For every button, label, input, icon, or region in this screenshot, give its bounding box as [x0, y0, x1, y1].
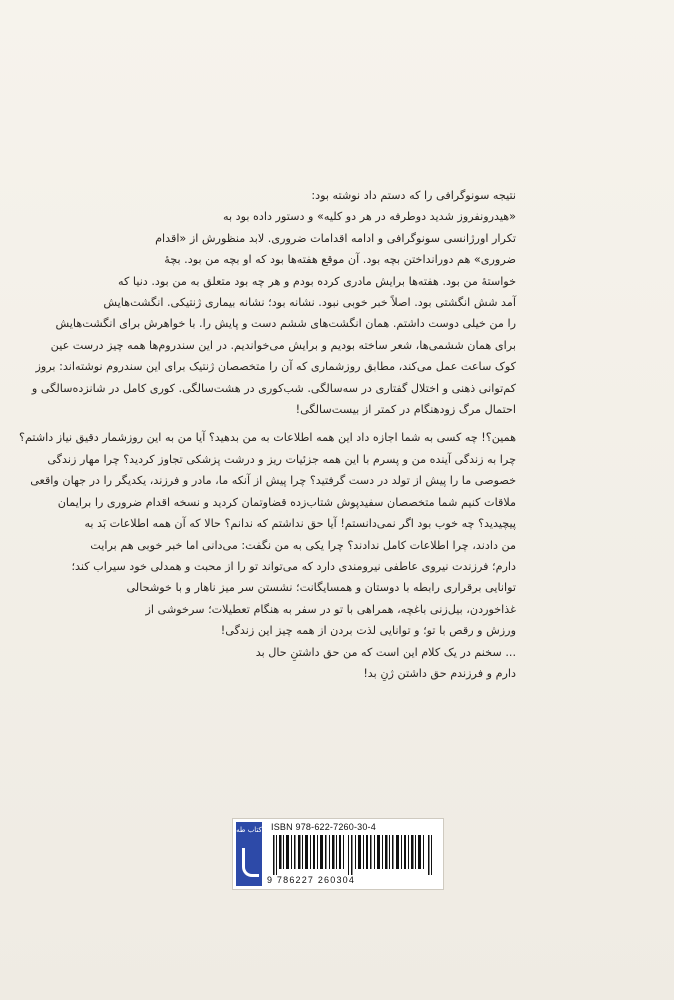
text-line: تکرار اورژانسی سونوگرافی و ادامه اقدامات ضروری. لابد منظورش از «اقدام — [155, 231, 516, 245]
text-line: غذاخوردن، بیل‌زنی باغچه، همراهی با تو در سفر به هنگام تعطیلات؛ سرخوشی از — [145, 602, 516, 616]
text-line: دارم؛ فرزندت نیروی عاطفی نیرومندی دارد که می‌تواند تو را از محبت و همدلی خود سیراب کند؛ — [71, 559, 516, 573]
barcode-icon — [273, 835, 435, 875]
text-line: نتیجه سونوگرافی را که دستم داد نوشته بود: — [311, 189, 516, 202]
text-line: خواستهٔ من بود. هفته‌ها برایش مادری کرده بودم و هر چه بود متعلق به من بود. دنیا که — [118, 274, 516, 288]
text-line: من دادند، چرا اطلاعات کامل ندادند؟ چرا یکی به من نگفت: می‌دانی اما خبر خوبی هم برایت — [90, 538, 516, 552]
paragraph-1 — [31, 185, 516, 420]
barcode-bars — [273, 835, 432, 875]
text-line: را من خیلی دوست داشتم. همان انگشت‌های ششم دست و پایش را. با خواهرش برای انگشت‌هایش — [55, 317, 516, 331]
barcode-number: 9 786227 260304 — [267, 875, 356, 885]
text-line: ورزش و رقص با تو؛ و توانایی لذت بردن از همه چیز این زندگی! — [220, 624, 516, 638]
text-line: توانایی برقراری رابطه با دوستان و همسایگانت؛ نشستن سر میز ناهار و با خوشحالی — [126, 581, 516, 595]
text-line: «هیدرونفروز شدید دوطرفه در هر دو کلیه» و دستور داده بود به — [222, 210, 516, 224]
text-line: ... سخنم در یک کلام این است که من حق داشتنِ حال بد — [255, 645, 516, 659]
publisher-logo-icon — [242, 848, 259, 877]
isbn-label: ISBN 978-622-7260-30-4 — [271, 822, 376, 832]
text-line: برای همان ششمی‌ها، شعر ساخته بودیم و برایش می‌خواندیم. در این سندروم‌ها همه چیز درست عین — [50, 338, 516, 352]
paragraph-2 — [19, 427, 516, 684]
text-line: خصوصی ما را پیش از تولد در دست گرفتید؟ چرا پیش از آنکه ما، مادر و فرزند، یکدیگر را در جهان واقعی — [30, 474, 516, 488]
text-line: همین؟! چه کسی به شما اجازه داد این همه اطلاعات به من بدهید؟ آیا من به این روزشمار دقیق نیاز داشتم؟ — [19, 431, 516, 445]
barcode-box — [232, 818, 444, 890]
text-line: آمد شش انگشتی بود. اصلاً خبر خوبی نبود. نشانه بود؛ نشانه بیماری ژنتیکی. انگشت‌هایش — [103, 296, 516, 310]
back-cover-text — [19, 185, 516, 691]
text-line: کوک ساعت عمل می‌کند، مطابق روزشماری که آن را متخصصان ژنتیک برای این سندروم نوشته‌اند: بروز — [35, 360, 516, 374]
text-line: کم‌توانی ذهنی و اختلال گفتاری در سه‌سالگی. شب‌کوری در هشت‌سالگی. کوری کامل در شانزده‌سالگی و — [31, 381, 516, 395]
publisher-logo-text: کتاب طه — [236, 826, 262, 834]
text-line: احتمال مرگ زودهنگام در کمتر از بیست‌سالگی! — [295, 403, 516, 417]
text-line: ضروری» هم دورانداختن بچه بود. آن موقع هفته‌ها بود که او بچه من بود. بچهٔ — [164, 253, 516, 267]
text-line: چرا به زندگی آینده من و پسرم با این همه جزئیات ریز و درشت پزشکی تجاوز کردید؟ چرا مهار زندگی — [47, 452, 516, 466]
text-line: ملاقات کنیم شما متخصصان سفیدپوش شتاب‌زده قضاوتمان کردید و نسخه اقدام ضروری را برایمان — [57, 495, 516, 509]
text-line: پیچیدید؟ چه خوب بود اگر نمی‌دانستم! آیا حق نداشتم که ندانم؟ حالا که آن همه اطلاعات بَد به — [84, 517, 516, 531]
publisher-logo — [236, 822, 262, 886]
text-line: دارم و فرزندم حق داشتن ژنِ بد! — [363, 666, 516, 680]
